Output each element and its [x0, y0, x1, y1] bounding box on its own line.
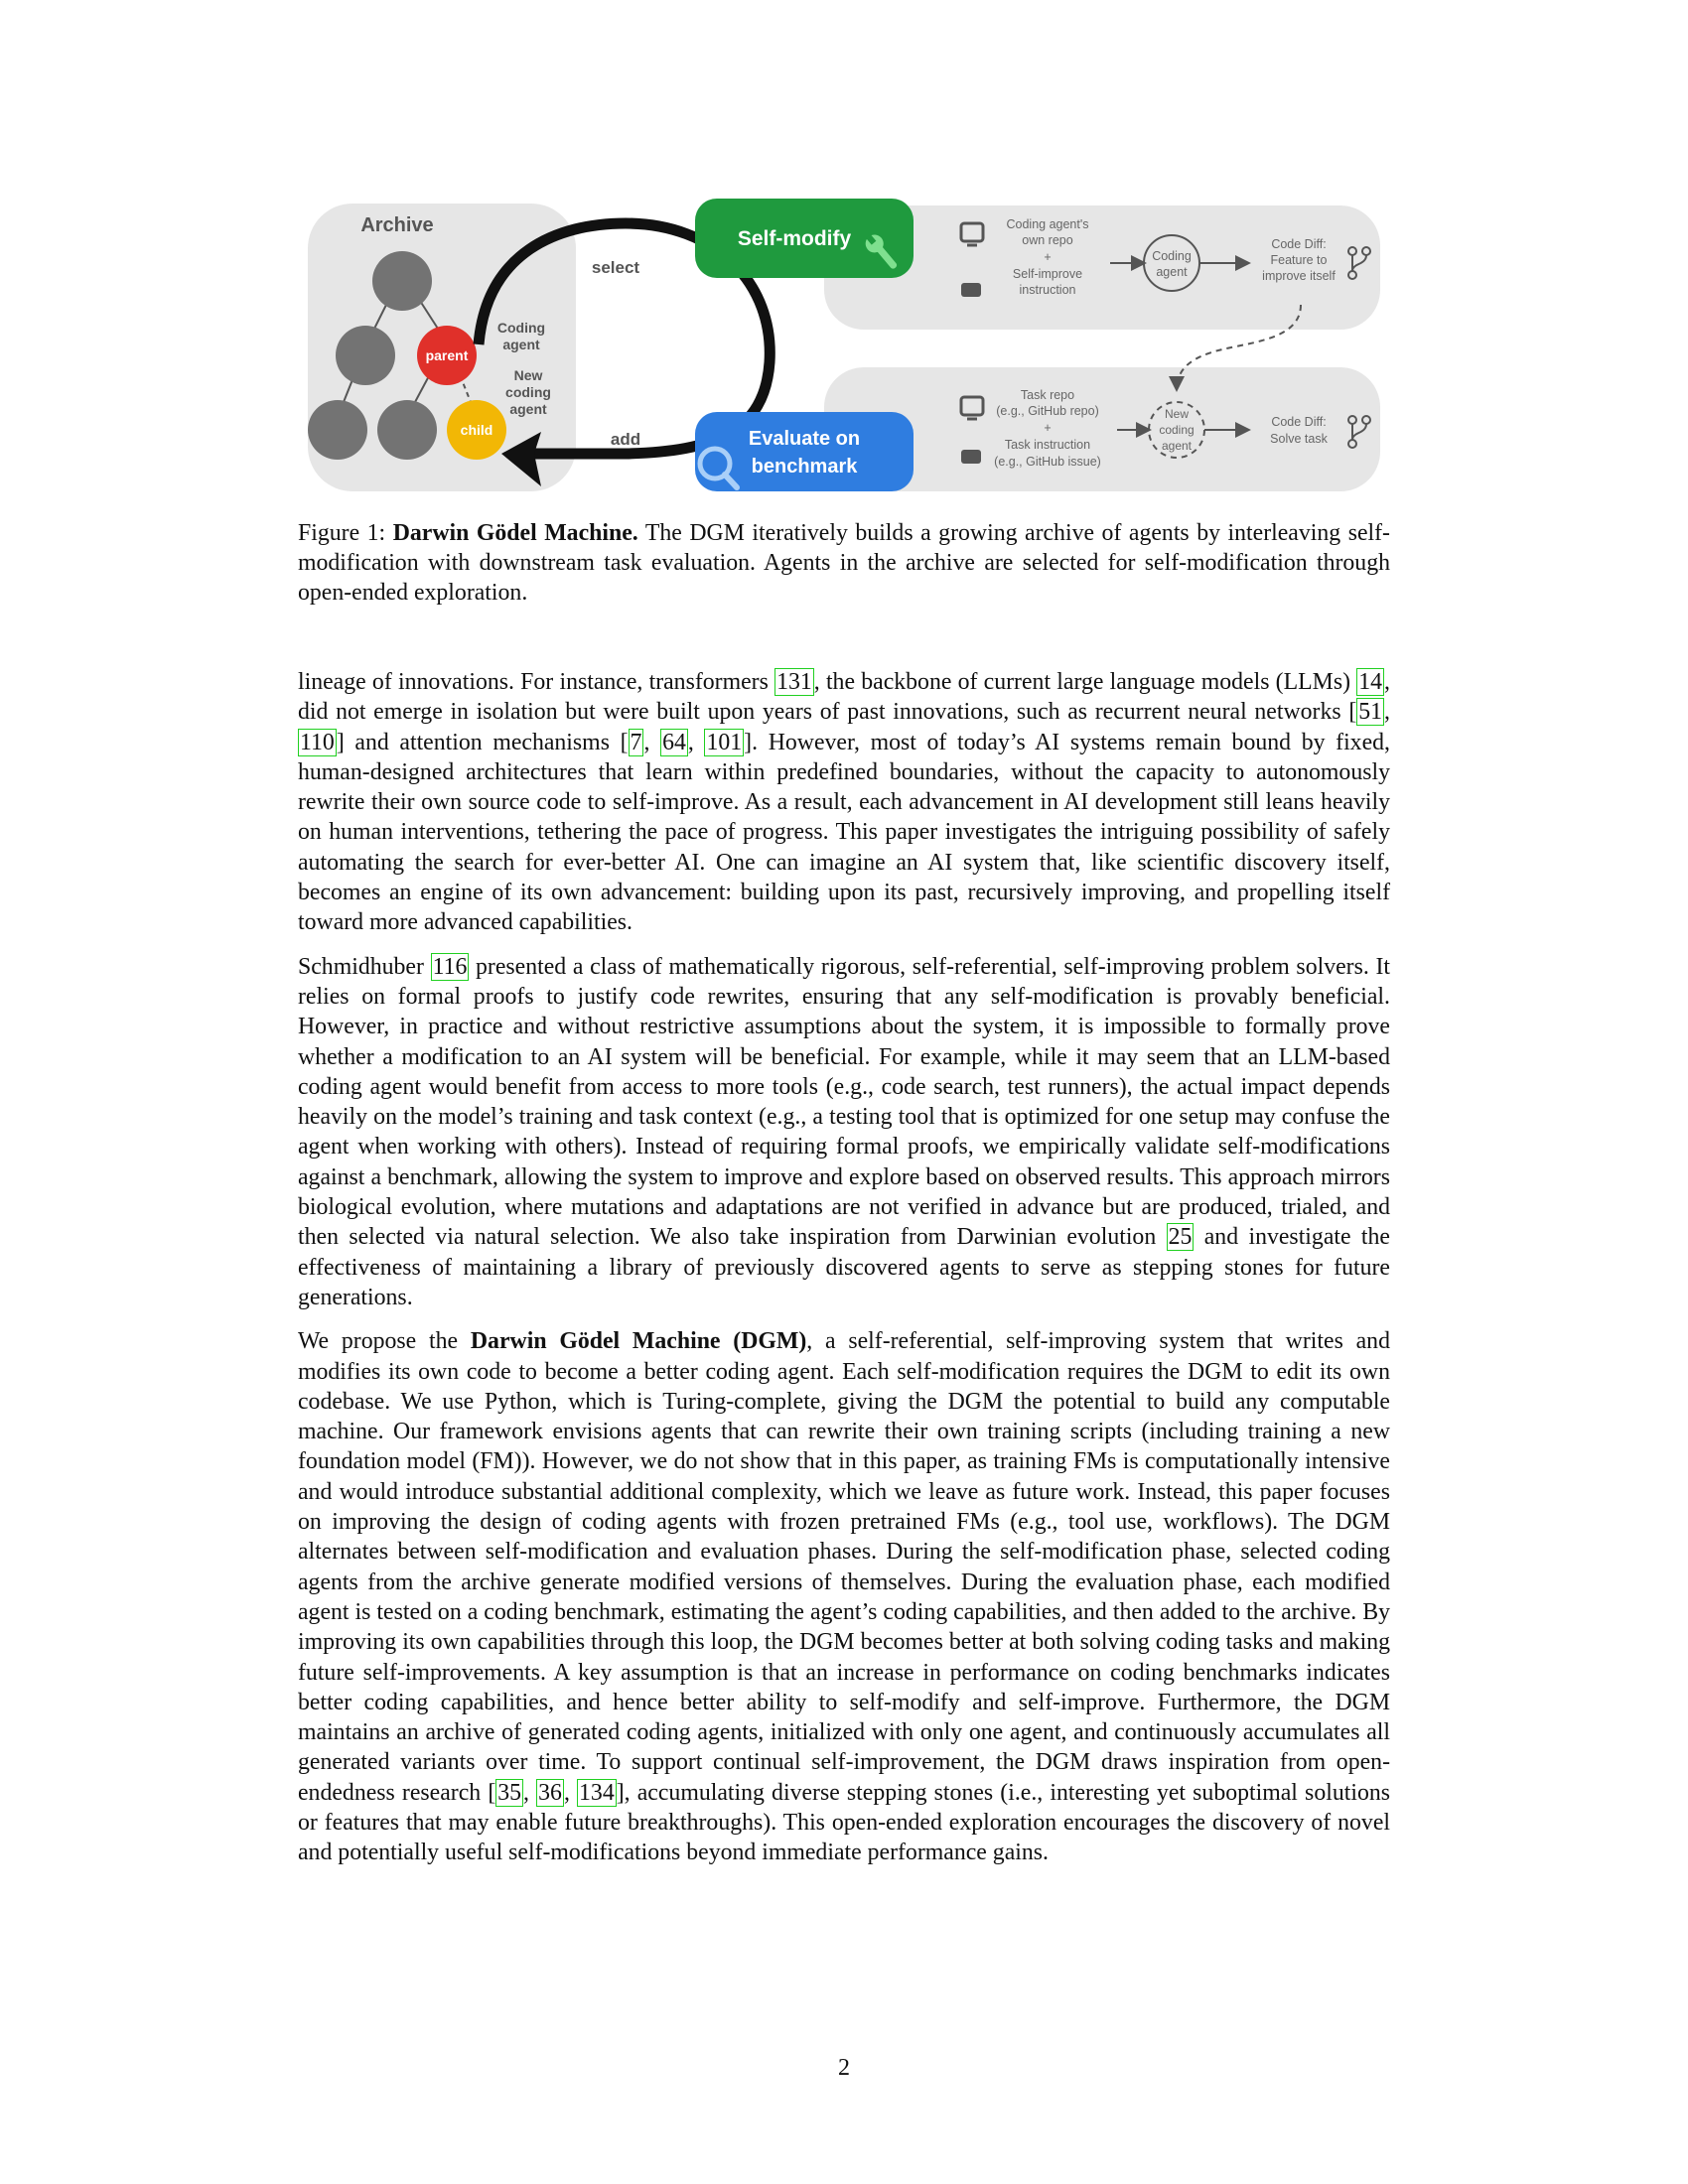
body-text: [298, 667, 1390, 1882]
text-run: , did not emerge in isolation but were built upon years of past innovations, such as recurrent neural networks [: [298, 669, 1390, 726]
coding-agent-label-1: Coding: [496, 320, 546, 336]
add-label: add: [610, 430, 641, 449]
top-instruction-2: instruction: [1019, 283, 1076, 297]
archive-node: [372, 251, 432, 311]
top-instruction-1: Self-improve: [1012, 267, 1083, 281]
citation-link[interactable]: 64: [662, 729, 686, 755]
citation-link[interactable]: 51: [1358, 699, 1383, 726]
citation-link[interactable]: 25: [1168, 1224, 1193, 1251]
text-run: , a self-referential, self-improving system that writes and modifies its own code to become a better coding agent. Each self-modification requires the DGM to edit its own codebase. We use Python, which is Turing-complete, giving the DGM the potential to build any computable machine. Our framework envisions agents that can rewrite their own training scripts (including training a new foundation model (FM)). However, we do not show that in this paper, as training FMs is computationally intensive and would introduce substantial additional complexity, which we leave as future work. Instead, this paper focuses on improving the design of coding agents with frozen pretrained FMs (e.g., tool use, workflows). The DGM alternates between self-modification and evaluation phases. During the self-modification phase, selected coding agents from the archive generate modified versions of themselves. During the evaluation phase, each modified agent is tested on a coding benchmark, estimating the agent’s coding capabilities, and then added to the archive. By improving its own capabilities through this loop, the DGM becomes better at both solving coding tasks and making future self-improvements. A key assumption is that an increase in performance on coding benchmarks indicates better coding capabilities, and hence better ability to self-modify and self-improve. Furthermore, the DGM maintains an archive of generated coding agents, initialized with only one agent, and continuously accumulates all generated variants over time. To support continual self-improvement, the DGM draws inspiration from open-endedness research [: [298, 1328, 1390, 1806]
text-run: ,: [1384, 699, 1390, 726]
top-agent-2: agent: [1156, 265, 1188, 279]
top-repo-2: own repo: [1022, 233, 1073, 247]
paragraph: [298, 667, 1390, 938]
bottom-repo-1: Task repo: [1020, 388, 1075, 402]
text-run: , the backbone of current large language models (LLMs): [813, 669, 1357, 695]
new-coding-agent-label-1: New: [513, 367, 543, 383]
select-label: select: [591, 258, 640, 277]
chat-icon: [961, 283, 981, 297]
archive-node: [377, 400, 437, 460]
figure-1-diagram: [298, 194, 1390, 501]
bottom-repo-2: (e.g., GitHub repo): [996, 404, 1099, 418]
paragraph: [298, 1326, 1390, 1867]
caption-title: Darwin Gödel Machine.: [392, 520, 638, 546]
citation-link[interactable]: 116: [432, 953, 468, 980]
citation-link[interactable]: 131: [776, 669, 812, 695]
text-run: Schmidhuber: [298, 953, 431, 980]
bottom-diff-1: Code Diff:: [1271, 415, 1327, 429]
evaluate-label-1: Evaluate on: [748, 428, 861, 450]
caption-text: The DGM iteratively builds a growing archive of agents by interleaving self-modification with downstream task evaluation. Agents in the archive are selected for self-modification through open-ended exploration.: [298, 520, 1390, 606]
bottom-instruction-1: Task instruction: [1004, 438, 1091, 452]
coding-agent-label-2: agent: [502, 337, 540, 352]
citation-link[interactable]: 14: [1358, 669, 1383, 695]
bottom-instruction-2: (e.g., GitHub issue): [994, 455, 1101, 469]
new-coding-agent-label-3: agent: [509, 401, 547, 417]
archive-node: [336, 326, 395, 385]
bottom-agent-1: New: [1164, 407, 1190, 421]
text-run: ], accumulating diverse stepping stones (i.e., interesting yet suboptimal solutions or features that may enable future breakthroughs). This open-ended exploration encourages the discovery of novel and potentially useful self-modifications beyond immediate performance gains.: [298, 1779, 1391, 1866]
dgm-diagram-svg: [298, 194, 1390, 501]
paragraph: [298, 952, 1390, 1313]
citation-link[interactable]: 134: [579, 1779, 615, 1806]
page-number: 2: [838, 2055, 850, 2081]
bottom-diff-2: Solve task: [1270, 432, 1328, 446]
top-repo-1: Coding agent's: [1006, 217, 1089, 231]
text-run: and investigate the effectiveness of maintaining a library of previously discovered agents to serve as stepping stones for future generations.: [298, 1224, 1390, 1310]
top-diff-2: Feature to: [1270, 253, 1328, 267]
text-run: ]. However, most of today’s AI systems remain bound by fixed, human-designed architectures that learn within predefined boundaries, without the capacity to autonomously rewrite their own source code to self-improve. As a result, each advancement in AI development still leans heavily on human interventions, tethering the pace of progress. This paper investigates the intriguing possibility of safely automating the search for ever-better AI. One can imagine an AI system that, like scientific discovery itself, becomes an engine of its own advancement: building upon its past, recursively improving, and propelling itself toward more advanced capabilities.: [298, 729, 1390, 936]
figure-caption: [298, 518, 1390, 608]
bottom-plus: +: [1044, 421, 1052, 435]
caption-prefix: Figure 1:: [298, 520, 393, 546]
evaluate-label-2: benchmark: [751, 456, 858, 478]
new-coding-agent-label-2: coding: [505, 384, 551, 400]
chat-icon: [961, 450, 981, 464]
citation-link[interactable]: 101: [706, 729, 743, 755]
text-run: ] and attention mechanisms [: [336, 729, 629, 755]
bottom-agent-3: agent: [1161, 439, 1193, 453]
text-run: ,: [523, 1779, 537, 1806]
citation-link[interactable]: 7: [630, 729, 642, 755]
bottom-agent-2: coding: [1159, 423, 1195, 437]
bold-term: Darwin Gödel Machine (DGM): [470, 1328, 807, 1355]
citation-link[interactable]: 35: [497, 1779, 522, 1806]
text-run: presented a class of mathematically rigorous, self-referential, self-improving problem solvers. It relies on formal proofs to justify code rewrites, ensuring that any self-modification is provably beneficial. However, in practice and without restrictive assumptions about the system, it is impossible to formally prove whether a modification to an AI system will be beneficial. For example, while it may seem that an LLM-based coding agent would benefit from access to more tools (e.g., code search, test runners), the actual impact depends heavily on the model’s training and task context (e.g., a testing tool that is optimized for one setup may confuse the agent when working with others). Instead of requiring formal proofs, we empirically validate self-modifications against a benchmark, allowing the system to improve and explore based on observed results. This approach mirrors biological evolution, where mutations and adaptations are not verified in advance but are produced, trialed, and then selected via natural selection. We also take inspiration from Darwinian evolution: [298, 953, 1390, 1251]
self-modify-label: Self-modify: [737, 227, 852, 250]
citation-link[interactable]: 36: [538, 1779, 562, 1806]
top-agent-1: Coding: [1152, 249, 1192, 263]
top-diff-3: improve itself: [1262, 269, 1336, 283]
child-label: child: [460, 422, 493, 438]
parent-label: parent: [425, 347, 469, 363]
text-run: We propose the: [298, 1328, 471, 1355]
top-plus: +: [1044, 250, 1052, 264]
text-run: ,: [687, 729, 705, 755]
text-run: ,: [563, 1779, 578, 1806]
text-run: ,: [643, 729, 661, 755]
text-run: lineage of innovations. For instance, transformers: [298, 669, 775, 695]
top-diff-1: Code Diff:: [1271, 237, 1327, 251]
archive-node: [308, 400, 367, 460]
archive-label: Archive: [360, 214, 434, 236]
citation-link[interactable]: 110: [300, 729, 335, 755]
